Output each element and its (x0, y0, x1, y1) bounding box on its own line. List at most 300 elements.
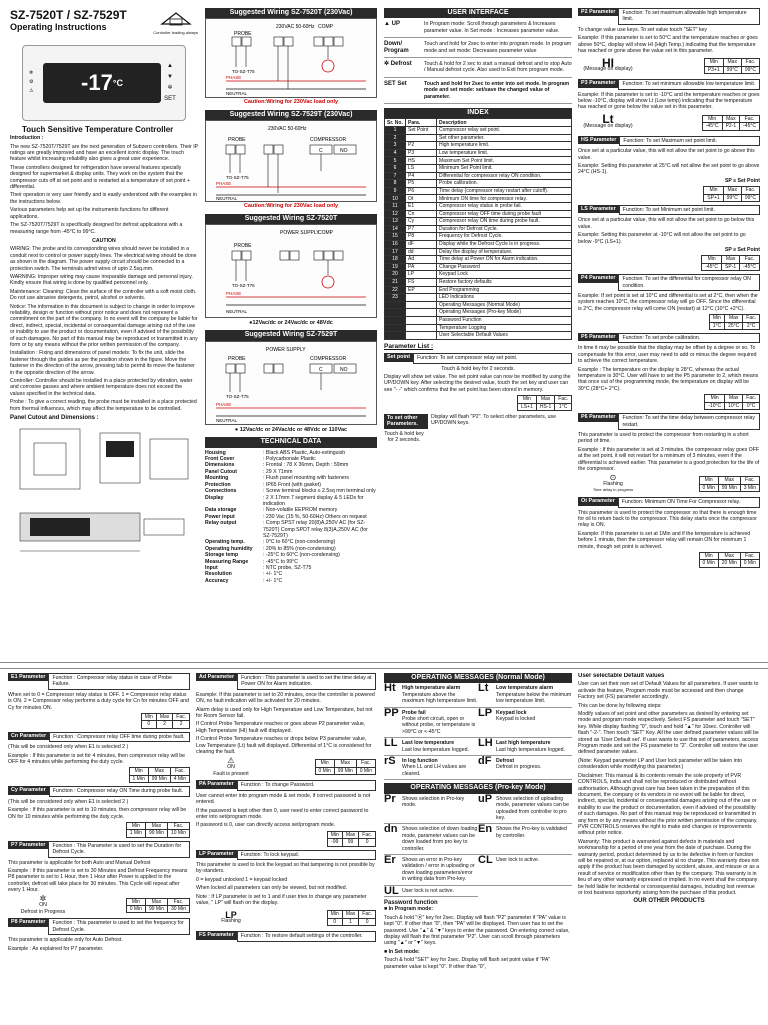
op-text: Shows the Pro-key is validated by controller. (496, 826, 567, 839)
ls-max: SP-1 (722, 263, 740, 270)
mm-max: HS-1 (536, 403, 554, 410)
index-sr: 3 (385, 142, 406, 150)
op-label: Probe fail (402, 709, 426, 716)
p4-box (578, 274, 760, 291)
p3-message (578, 112, 638, 129)
tech-value: : Comp SPST relay 20(8)A,250V AC (for SZ-7520T) Comp SPDT relay 8(3)A,250V AC (for SZ-7529T) (263, 520, 368, 539)
wiring-1-diagram (205, 18, 377, 98)
p3-max: P2-1 (722, 123, 740, 130)
p7-fac: 30 Min (167, 905, 189, 912)
phase-label-1: PHASE (226, 75, 242, 81)
op-code: dF (478, 755, 492, 768)
index-sr: 9 (385, 187, 406, 195)
op-code: Pr (384, 792, 396, 805)
index-desc: Time delay (compressor relay restart after cutoff). (437, 187, 572, 195)
controller-note: Controller: Controller should be installed in a place protected by vibration, water and corrosive gasses and where ambient temperature does not exceed the values specified in the technical data. (10, 378, 193, 397)
index-row (385, 210, 572, 218)
mm-min-label: Min (518, 396, 537, 403)
p6-text: This parameter is used to protect the compressor from restarting in a short period of time. (578, 431, 749, 445)
p2-tag: P2 Parameter (578, 8, 618, 16)
p3-msg-label: (Message on display) (583, 122, 633, 129)
neutral-label-1: NEUTRAL (226, 91, 248, 97)
index-desc: Change Password (437, 263, 572, 271)
ad-text-2: If Control Probe Temperature reaches or goes above P2 parameter value, High Temperature (HI) fault will displayed. (196, 721, 366, 734)
op-code: Lt (478, 682, 489, 695)
index-para: LS (406, 165, 437, 173)
intro-column (10, 8, 198, 658)
ui-title: USER INTERFACE (384, 8, 572, 18)
hs-min-label: Min (704, 187, 723, 194)
pa-fac: 0 (359, 839, 376, 846)
index-row (385, 195, 572, 203)
index-row (385, 271, 572, 279)
doc-subtitle: Operating Instructions (10, 22, 107, 32)
p6-max: 99 Min (718, 484, 740, 491)
compressor-label-2: COMPRESSOR (310, 137, 347, 144)
product-title: Touch Sensitive Temperature Controller (22, 124, 174, 134)
op-prokey-item (478, 824, 572, 855)
index-row (385, 316, 572, 324)
up-key-icon: ▲ (384, 21, 390, 28)
index-para: Cn (406, 210, 437, 218)
lp-min: 0 (327, 918, 342, 925)
lt-display-icon: Lt (602, 112, 614, 127)
p5-text: In time it may be possible that the display may be offset by a degree or so. To compensate for this error, user may need to add or minus the degree required to achieve the correct temperature. (578, 345, 757, 365)
index-desc: Time delay at Power ON for Alarm indication. (437, 256, 572, 264)
index-sr: 20 (385, 271, 406, 279)
p4-max: 25°C (725, 322, 743, 329)
e1-box (8, 673, 190, 690)
set-point-minmax (517, 395, 572, 411)
to-sz-label-1: TO-SZ-T75 (232, 69, 255, 75)
warranty-text: Warranty: This product is warranted against defects in materials and workmanship for a period of one year from the date of purchase. During the warranty period, product determined by us to be defective in form or function will be repaired or, at our option, replaced at no charge. This warranty does not apply if the product has been damaged by accident, abuse, and misuse or as a result of service or modification other than by the company. This warranty is in lieu of any other warranty expressed or implied. In no event shall the company be held liable for incidental or consequential damages, including lost revenue or lost business opportunity arising from the purchase of this product. (578, 838, 760, 896)
ad-example: Example: If this parameter is set to 20 minutes, once the controller is powered ON, no fault indication will be activated for 20 minutes. (196, 691, 375, 705)
p6-min: 0 Min (699, 484, 718, 491)
index-sr (385, 301, 406, 309)
p5-box (578, 333, 760, 343)
ls-fac-label: Fac. (740, 256, 760, 263)
intro-text: The new SZ-7520T/7529T are the next generation of Subzero controllers. Their IP ratings are greatly improved and have an excellent iconic display. The touch feature whilst increasing reliability also gives a great user experience. (10, 143, 198, 163)
mm-fac-label: Fac. (555, 396, 572, 403)
bottom-col-1 (8, 673, 190, 1023)
tech-value: : 230 Vac (15 %, 50-60Hz) Others on request (263, 513, 367, 520)
pa-min: -99 (327, 839, 342, 846)
set-point-touch: Touch & hold key for 2 seconds. (441, 365, 515, 372)
hs-minmax (703, 186, 760, 202)
op-code: LH (478, 737, 493, 750)
index-para: P8 (406, 233, 437, 241)
tech-key: Connections (205, 488, 237, 495)
p2-min-label: Min (704, 59, 723, 66)
tech-value: : +/- 1°C (263, 571, 283, 578)
pa-max-label: Max (342, 831, 358, 838)
cn-desc: Function : Compressor relay OFF time during probe fault. (49, 732, 190, 742)
index-para (406, 134, 437, 142)
ad-max: 99 Min (334, 767, 356, 774)
e1-tag: E1 Parameter (8, 673, 48, 681)
index-row (385, 324, 572, 332)
index-row (385, 187, 572, 195)
cy-fac-label: Fac. (167, 822, 189, 829)
probe-label-1: PROBE (234, 31, 252, 38)
p2-desc: Function: To set maximum allowable high temperature limit. (618, 8, 760, 25)
ls-min: -45°C (702, 263, 722, 270)
p6-box (578, 413, 760, 430)
lp-tag: LP Parameter (196, 850, 237, 858)
index-row (385, 225, 572, 233)
parameters-column (578, 8, 760, 658)
fs-tag: FS Parameter (196, 931, 237, 939)
to-sz-label-2: TO-SZ-T75 (226, 175, 249, 181)
lcd-unit: °C (112, 77, 123, 88)
index-row (385, 240, 572, 248)
op-normal-item (478, 683, 572, 707)
p3-tag: P3 Parameter (578, 79, 618, 87)
mm-max-label: Max (536, 396, 554, 403)
p4-tag: P4 Parameter (578, 274, 618, 282)
set-key-label: Set (397, 80, 407, 87)
p7-inprog: Defrost in Progress (20, 908, 66, 915)
index-sr: 13 (385, 218, 406, 226)
power-supply-label-3: POWER SUPPLY (280, 230, 320, 237)
hs-max-label: Max (723, 187, 741, 194)
p7-text: This parameter is applicable for both Auto and Manual Defrost (8, 859, 151, 866)
ad-min-label: Min (315, 760, 334, 767)
p6-min-label: Min (699, 477, 718, 484)
index-para: P6 (406, 187, 437, 195)
p8-desc: Function : This parameter is used to set the frequency for Defrost Cycle. (48, 918, 190, 935)
index-desc: Duration for Defrost Cycle. (437, 225, 572, 233)
ad-on: ON (227, 764, 235, 771)
tech-key: Display (205, 494, 224, 501)
index-desc: Minimum Set Point limit. (437, 165, 572, 173)
controller-front-image (22, 45, 186, 121)
tech-value: : 29 X 71mm (263, 468, 293, 475)
ot-text: This parameter is used to protect the compressor so that there is enough time for oil to return back to the compressor. This delay starts once the compressor relay is ON. (578, 509, 757, 529)
neutral-label-2: NEUTRAL (216, 196, 238, 202)
op-text: Shows an error in Pro-key validation / error in uploading or down loading parameters/error in writing data from Pro-key. (402, 856, 475, 883)
hs-fac: 99°C (741, 194, 759, 201)
op-code: LP (478, 706, 493, 719)
op-prokey-list (384, 794, 572, 897)
op-label: Keypad lock (496, 709, 527, 716)
index-para: PA (406, 263, 437, 271)
index-sr: 18 (385, 256, 406, 264)
cy-fac: 10 Min (167, 830, 189, 837)
cy-tag: Cy Parameter (8, 786, 49, 794)
tech-value: : -25°C to 60°C (non-condensing) (263, 552, 340, 559)
p2-max-label: Max (723, 59, 741, 66)
defrost-key-icon: ✲ (384, 61, 390, 68)
p5-minmax (704, 394, 760, 410)
index-para (406, 294, 437, 302)
index-row (385, 165, 572, 173)
p5-max-label: Max (725, 395, 743, 402)
e1-max-label: Max (156, 714, 172, 721)
bottom-col-2 (196, 673, 376, 1023)
ad-max-label: Max (334, 760, 356, 767)
defaults-title: User selectable Default values (578, 673, 665, 679)
cy-box (8, 786, 190, 796)
cn-fac: 4 Min (170, 775, 189, 782)
cn-min: 1 Min (129, 775, 148, 782)
index-para: LP (406, 271, 437, 279)
ot-example: Example: If this parameter is set at 1Min and if the temperature is achieved before 1 minute, then the compressor relay will remain ON for minimum 1 minute, though set point is achieved. (578, 530, 751, 550)
index-row (385, 180, 572, 188)
wiring-1-title: Suggested Wiring SZ-7520T (230Vac) (205, 8, 377, 18)
maintenance-text: Maintenance: Cleaning: Clean the surface of the controller with a soft moist cloth. Do not use abrasive detergents, petrol, alcohol or solvents. (10, 288, 197, 302)
tech-value: : Flush panel mounting with fasteners (263, 475, 349, 482)
index-para: P4 (406, 172, 437, 180)
p8-example: Example : As explained for P7 parameter. (8, 945, 104, 952)
installation-text: Installation : Fixing and dimensions of panel models: To fix the unit, slide the fastener through the guides as per the position shown in the figure. Move the fastener in the direction of the arrow, pressing tab to permit its move the fastener in the opposite direction of the arrow. (10, 350, 195, 376)
hs-desc: Function: To set Maximum set point limit. (619, 136, 760, 146)
phase-label-2: PHASE (216, 181, 232, 187)
op-normal-item (384, 708, 478, 739)
svg-text:C: C (319, 366, 323, 373)
tech-value: : Non-volatile EEPROM memory (263, 507, 338, 514)
tech-key: Accuracy (205, 577, 229, 584)
alarm-icon: ⚠ (227, 755, 235, 765)
index-sr: 8 (385, 180, 406, 188)
op-label: Low temperature alarm (496, 685, 554, 692)
cn-fac-label: Fac. (170, 768, 189, 775)
index-row (385, 301, 572, 309)
op-text: Shows selection in Pro-key mode. (402, 795, 465, 809)
ls-example: Example: Setting this parameter at -10°C will not allow the set point to go below -9°C (LS+1). (578, 232, 746, 245)
ls-minmax (701, 255, 760, 271)
op-prokey-title: OPERATING MESSAGES (Pro-key Mode) (384, 783, 572, 793)
index-sr: 4 (385, 149, 406, 157)
index-h-desc: Description (437, 119, 572, 127)
wiring-2-diagram (205, 120, 377, 202)
op-text: Shows selection of uploading mode, parameter values can be uploaded from controller to pro key. (496, 795, 569, 821)
tech-key: Input (205, 564, 218, 571)
cy-desc: Function : Compressor relay ON Time during probe fault. (49, 786, 190, 796)
index-desc: Compressor relay OFF time during probe fault (437, 210, 572, 218)
tech-value: : -45°C to 99°C (263, 558, 299, 565)
password-prog-head: ■ In Program mode: (384, 906, 433, 913)
pa-minmax (327, 831, 376, 847)
ls-desc: Function: To set Minimum set point limit. (619, 205, 760, 215)
wiring-column (205, 8, 377, 658)
ls-text: Once set at a particular value, this will not allow the set point to go below this value. (578, 217, 755, 230)
index-sr: 5 (385, 157, 406, 165)
p2-msg-label: (Message on display) (583, 66, 633, 73)
p3-box (578, 79, 760, 89)
tech-data-list (205, 450, 377, 585)
phase-label-3: PHASE (226, 291, 242, 297)
pa-text: User cannot enter into program mode & set mode, if correct password is not entered. (196, 792, 371, 806)
pa-box (196, 780, 376, 790)
defrost-key-label: Defrost (390, 61, 412, 68)
p5-example: Example : The temperature on the display is 28°C, whereas the actual temperature is 30°C. User will have to set the P5 parameter to 2, which means that once out of the programming mode, the temperature on display will be 30°C (28°C+ 2°C). (578, 366, 759, 392)
index-desc: Maximum Set Point limit. (437, 157, 572, 165)
ot-fac: 0 Min (740, 560, 759, 567)
e1-desc: Function : Compressor relay status in case of Probe Failure. (48, 673, 190, 690)
op-text: Temperature above the maximum high temperature limit. (402, 691, 478, 705)
hs-max: 99°C (723, 194, 741, 201)
doc-title: SZ-7520T / SZ-7529T (10, 8, 127, 22)
key-defrost-icon[interactable]: ✲ (167, 84, 173, 91)
p4-example: Example: If set point is set at 10°C and differential is set at 2°C, then when the system reaches 10°C, the compressor relay will go OFF. Since the differential is 2°C, the compressor relay will come ON (restart) at 12°C (10°C +2°C). (578, 293, 758, 312)
wiring-2-caution: Caution:Wiring for 230Vac load only (243, 203, 339, 210)
tech-value: : NTC probe, SZ-T75 (263, 564, 312, 571)
lp-text-2: 0 = keypad unlocked 1 = keypad locked (196, 876, 288, 883)
up-key-text: In Program mode: Scroll through parameters & Increases parameter value. In Set mode : Increases parameter value. (424, 21, 560, 34)
index-sr: 19 (385, 263, 406, 271)
ot-desc: Function: Minimum ON Time For Compressor relay. (618, 497, 760, 507)
index-para (406, 332, 437, 340)
index-para: dd (406, 248, 437, 256)
brand-tagline: Controller leading always (153, 30, 198, 36)
hs-tag: HS Parameter (578, 136, 619, 144)
caution-text: WIRING: The probe and its corresponding wires should never be installed in a conduit next to control or power supply lines. The electrical wiring should be done as shown in the diagram. The power supply circuit should be connected to a protection switch. The terminals admit wires of upto 2.5sq.mm. (10, 246, 197, 272)
wiring-2-title: Suggested Wiring SZ-7529T (230Vac) (205, 110, 377, 120)
index-desc: Compressor relay ON time during probe fault. (437, 218, 572, 226)
probe-label-4: PROBE (228, 355, 246, 362)
op-text: When LL and LH values are cleared. (402, 764, 467, 777)
p4-minmax (709, 314, 760, 330)
op-label: Defrost (496, 758, 515, 765)
ad-fac: 0 Min (356, 767, 375, 774)
tech-value: : 0°C to 60°C (non-condensing) (263, 539, 336, 546)
index-row (385, 309, 572, 317)
defrost-key-text: Touch & hold for 2 sec to start a manual defrost and to stop Auto / Manual defrost cycle. Also used to Exit from program mode. (424, 61, 572, 74)
p2-minmax (704, 58, 760, 74)
index-sr: 2 (385, 134, 406, 142)
wiring-3-title: Suggested Wiring SZ-7520T (205, 214, 377, 224)
index-para: FS (406, 278, 437, 286)
ad-text-3: If Control Probe Temperature reaches or drops below P3 parameter value, Low Temperature (Lt) fault will displayed. Differential of 1°C is considered for clearing the fault. (196, 736, 372, 756)
p6-max-label: Max (718, 477, 740, 484)
ad-text: Alarm delay is used only for High Temperature and Low Temperature, but not for Room Sensor fail. (196, 706, 373, 720)
wiring-1-caution: Caution:Wiring for 230Vac load only (243, 99, 339, 106)
index-sr: 16 (385, 240, 406, 248)
index-desc: Probe calibration. (437, 180, 572, 188)
index-desc: Low temperature limit. (437, 149, 572, 157)
op-prokey-item (384, 824, 478, 855)
index-para: P2 (406, 142, 437, 150)
op-normal-list (384, 683, 572, 780)
op-normal-item (478, 756, 572, 780)
index-sr: 23 (385, 294, 406, 302)
tech-key: Operating temp. (205, 539, 245, 546)
cn-max-label: Max (148, 768, 170, 775)
index-row (385, 248, 572, 256)
set-other-touch: Touch & hold key for 2 seconds. (384, 430, 424, 444)
set-other-text: Display will flash "P2". To select other parameters, use UP/DOWN keys. (431, 413, 556, 427)
defaults-text: User can set their own set of Default Values for all parameters. If user wants to activate this feature, Program mode must be accessed and then change Factory set (FS) parameter accordingly. (578, 681, 759, 701)
p5-desc: Function: To set probe calibration. (618, 333, 760, 343)
p5-tag: P5 Parameter (578, 333, 618, 341)
index-sr: 21 (385, 278, 406, 286)
index-desc: Restore factory defaults (437, 278, 572, 286)
p5-max: 10°C (725, 402, 743, 409)
p7-desc: Function : This Parameter is used to set the Duration for Defrost Cycle. (48, 841, 190, 858)
index-row (385, 286, 572, 294)
ls-box (578, 205, 760, 215)
op-text: Probe short circuit, open or without probe, or temperature is >99°C or <-45°C (402, 716, 476, 735)
op-label: In log function (402, 758, 438, 765)
ot-min: 0 Min (699, 560, 718, 567)
op-text: Temperature below the minimum low temperature limit. (496, 691, 572, 705)
key-set-icon[interactable]: SET (164, 95, 176, 102)
set-key-icon: SET (384, 80, 396, 87)
index-para: P5 (406, 180, 437, 188)
warning-text: WARNING: Improper wiring may cause irreparable damage and personal injury. Kindly ensure that wiring is done by qualified personnel only. (10, 273, 193, 287)
tech-key: Relay output (205, 520, 237, 527)
op-code: LL (384, 737, 398, 750)
hs-fac-label: Fac. (741, 187, 759, 194)
p8-box (8, 918, 190, 935)
touch-keys (161, 61, 179, 105)
p6-flash-label: Flashing (603, 481, 623, 488)
op-normal-item (478, 738, 572, 756)
index-desc: Set other parameter. (437, 134, 572, 142)
svg-text:C: C (319, 148, 323, 155)
hs-box (578, 136, 760, 146)
cy-max-label: Max (145, 822, 167, 829)
p8-tag: P8 Parameter (8, 918, 48, 926)
p8-text: This parameter is applicable only for Auto Defrost. (8, 937, 123, 944)
ui-column (384, 8, 572, 658)
index-h-sr: Sr. No. (385, 119, 406, 127)
lp-text-3: When locked all parameters can only be viewed, but not modified. (196, 885, 348, 892)
ot-tag: Ot Parameter (578, 497, 618, 505)
lp-indicator (196, 909, 266, 925)
p6-desc: Function: To set the time delay between compressor relay restart. (618, 413, 760, 430)
index-desc: Delay the display of temperature. (437, 248, 572, 256)
index-desc: Operating Messages (Pro-key Mode) (437, 309, 572, 317)
tech-title: TECHNICAL DATA (205, 437, 377, 447)
lp-fac-label: Fac. (359, 911, 376, 918)
p4-desc: Function: To set the differential for compressor relay ON condition. (618, 274, 760, 291)
p3-fac-label: Fac. (740, 115, 760, 122)
key-down-icon[interactable]: ▼ (167, 73, 173, 80)
op-normal-title: OPERATING MESSAGES (Normal Mode) (384, 673, 572, 683)
p6-fac-label: Fac. (740, 477, 759, 484)
wiring-4-diagram (205, 341, 377, 425)
intro-text-4: Various parameters help set up the instruments functions for different applications. (10, 207, 169, 220)
lcd-display (43, 63, 161, 103)
panel-cutout-heading: Panel Cutout and Dimensions : (10, 415, 99, 422)
house-logo-icon (158, 10, 194, 28)
tech-key: Measuring Range (205, 558, 249, 565)
ui-set-row (384, 78, 572, 104)
index-row (385, 332, 572, 340)
key-up-icon[interactable]: ▲ (167, 62, 173, 69)
p5-fac: 0°C (743, 402, 760, 409)
index-title: INDEX (384, 108, 572, 118)
index-sr (385, 332, 406, 340)
cn-min-label: Min (129, 768, 148, 775)
ot-box (578, 497, 760, 507)
index-sr: 11 (385, 203, 406, 211)
ad-box (196, 673, 376, 690)
power-supply-label-4: POWER SUPPLY (266, 346, 306, 353)
cy-min-label: Min (126, 822, 145, 829)
intro-text-5: The SZ-7520T/7529T is specifically designed for defrost applications with a measuring range from -45°C to 99°C. (10, 222, 183, 235)
p2-max: 99°C (723, 66, 741, 73)
bottom-col-4 (578, 673, 760, 1023)
set-point-text: Display will show set value. The set point value can now be modified by using the UP/DOWN key. After selecting the desired value, touch the set key and user can see "- -" which confirms that the set point has been stored in memory. (384, 373, 571, 393)
op-text: Defrost in progress. (496, 764, 542, 771)
defaults-steps-head: This can be done by following steps: (578, 702, 662, 709)
tech-key: Data storage (205, 507, 237, 514)
supply-label-2: 230VAC 50-60Hz (268, 126, 307, 133)
tech-value: : +/- 1°C (263, 577, 283, 584)
